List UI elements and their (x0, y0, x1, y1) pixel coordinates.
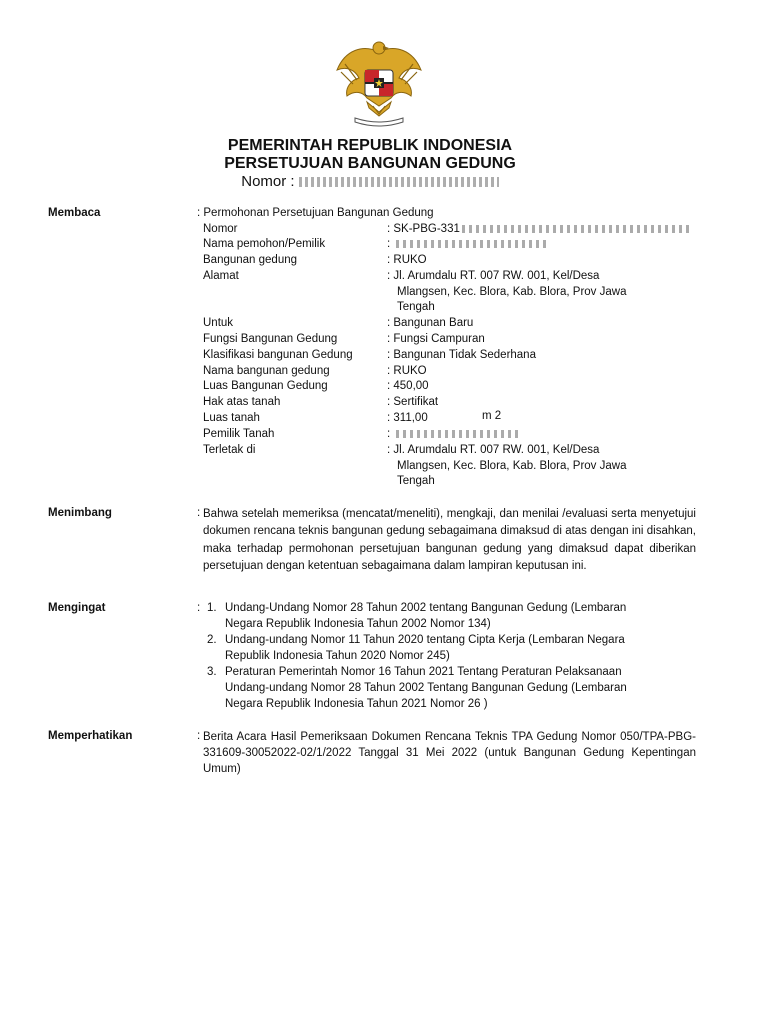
field-value: : Jl. Arumdalu RT. 007 RW. 001, Kel/Desa (387, 270, 600, 282)
memperhatikan-text: Berita Acara Hasil Pemeriksaan Dokumen Rencana Teknis TPA Gedung Nomor 050/TPA-PBG-331609-30052022-02/1/2022 Tanggal 31 Mei 2022 (untuk Bangunan Gedung Kepentingan Umum) (203, 731, 696, 775)
section-label-mengingat: Mengingat (48, 602, 106, 614)
document-number (0, 173, 740, 190)
field-value: : Bangunan Tidak Sederhana (387, 349, 536, 361)
field-value: : SK-PBG-331 (387, 222, 692, 238)
field-value: : Bangunan Baru (387, 317, 474, 329)
field-label: Hak atas tanah (203, 396, 281, 408)
field-label: Nomor (203, 223, 238, 235)
title-government: PEMERINTAH REPUBLIK INDONESIA (227, 137, 513, 154)
field-value: : Sertifikat (387, 396, 439, 408)
field-label: Alamat (203, 270, 239, 282)
redacted-text (462, 225, 692, 233)
field-value-cont: Tengah (397, 301, 435, 313)
redacted-number (299, 177, 499, 187)
field-value-cont: Tengah (397, 475, 435, 487)
field-value: : 450,00 (387, 380, 429, 392)
colon: : (197, 730, 201, 742)
membaca-intro: : Permohonan Persetujuan Bangunan Gedung (197, 207, 434, 219)
field-label: Nama pemohon/Pemilik (203, 238, 326, 250)
field-label: Luas tanah (203, 412, 260, 424)
field-value: : 311,00 (387, 412, 428, 424)
field-value: : RUKO (387, 254, 427, 266)
list-item-line: Undang-undang Nomor 11 Tahun 2020 tentang Cipta Kerja (Lembaran Negara (225, 634, 625, 646)
list-item-line: Negara Republik Indonesia Tahun 2002 Nomor 134) (225, 618, 491, 630)
section-label-membaca: Membaca (48, 207, 101, 219)
section-label-menimbang: Menimbang (48, 507, 112, 519)
list-item-line: Undang-Undang Nomor 28 Tahun 2002 tentang Bangunan Gedung (Lembaran (225, 602, 627, 614)
field-value: : (387, 237, 546, 253)
menimbang-text: Bahwa setelah memeriksa (mencatat/meneliti), mengkaji, dan menilai /evaluasi serta menyetujui dokumen rencana teknis bangunan gedung sebagaimana dimaksud di atas dengan ini disahkan, maka terhadap permohonan persetujuan bangunan gedung yang dimaksud dapat diberikan persetujuan dengan ketentuan sebagaimana dalam lampiran keputusan ini. (203, 508, 696, 573)
field-label: Luas Bangunan Gedung (203, 380, 328, 392)
list-item-line: Republik Indonesia Tahun 2020 Nomor 245) (225, 650, 450, 662)
redacted-text (396, 430, 521, 438)
colon: : (197, 602, 201, 614)
field-label: Bangunan gedung (203, 254, 298, 266)
list-item-line: Peraturan Pemerintah Nomor 16 Tahun 2021 Tentang Peraturan Pelaksanaan (225, 666, 622, 678)
area-unit: m 2 (482, 410, 502, 422)
list-number: 1. (207, 602, 217, 614)
redacted-text (396, 240, 546, 248)
field-value: : Jl. Arumdalu RT. 007 RW. 001, Kel/Desa (387, 444, 600, 456)
field-label: Untuk (203, 317, 234, 329)
field-label: Pemilik Tanah (203, 428, 275, 440)
field-label: Terletak di (203, 444, 256, 456)
list-number: 2. (207, 634, 217, 646)
field-value-cont: Mlangsen, Kec. Blora, Kab. Blora, Prov Jawa (397, 460, 627, 472)
colon: : (197, 507, 201, 519)
garuda-emblem-icon (333, 40, 425, 130)
field-label: Fungsi Bangunan Gedung (203, 333, 338, 345)
list-item-line: Negara Republik Indonesia Tahun 2021 Nomor 26 ) (225, 698, 488, 710)
nomor-label: Nomor : (241, 173, 295, 190)
section-label-memperhatikan: Memperhatikan (48, 730, 133, 742)
field-label: Nama bangunan gedung (203, 365, 330, 377)
field-value-cont: Mlangsen, Kec. Blora, Kab. Blora, Prov Jawa (397, 286, 627, 298)
field-value: : (387, 427, 521, 443)
title-document: PERSETUJUAN BANGUNAN GEDUNG (224, 155, 516, 172)
field-value: : RUKO (387, 365, 427, 377)
field-value: : Fungsi Campuran (387, 333, 485, 345)
list-number: 3. (207, 666, 217, 678)
field-label: Klasifikasi bangunan Gedung (203, 349, 353, 361)
list-item-line: Undang-undang Nomor 28 Tahun 2002 Tentang Bangunan Gedung (Lembaran (225, 682, 627, 694)
